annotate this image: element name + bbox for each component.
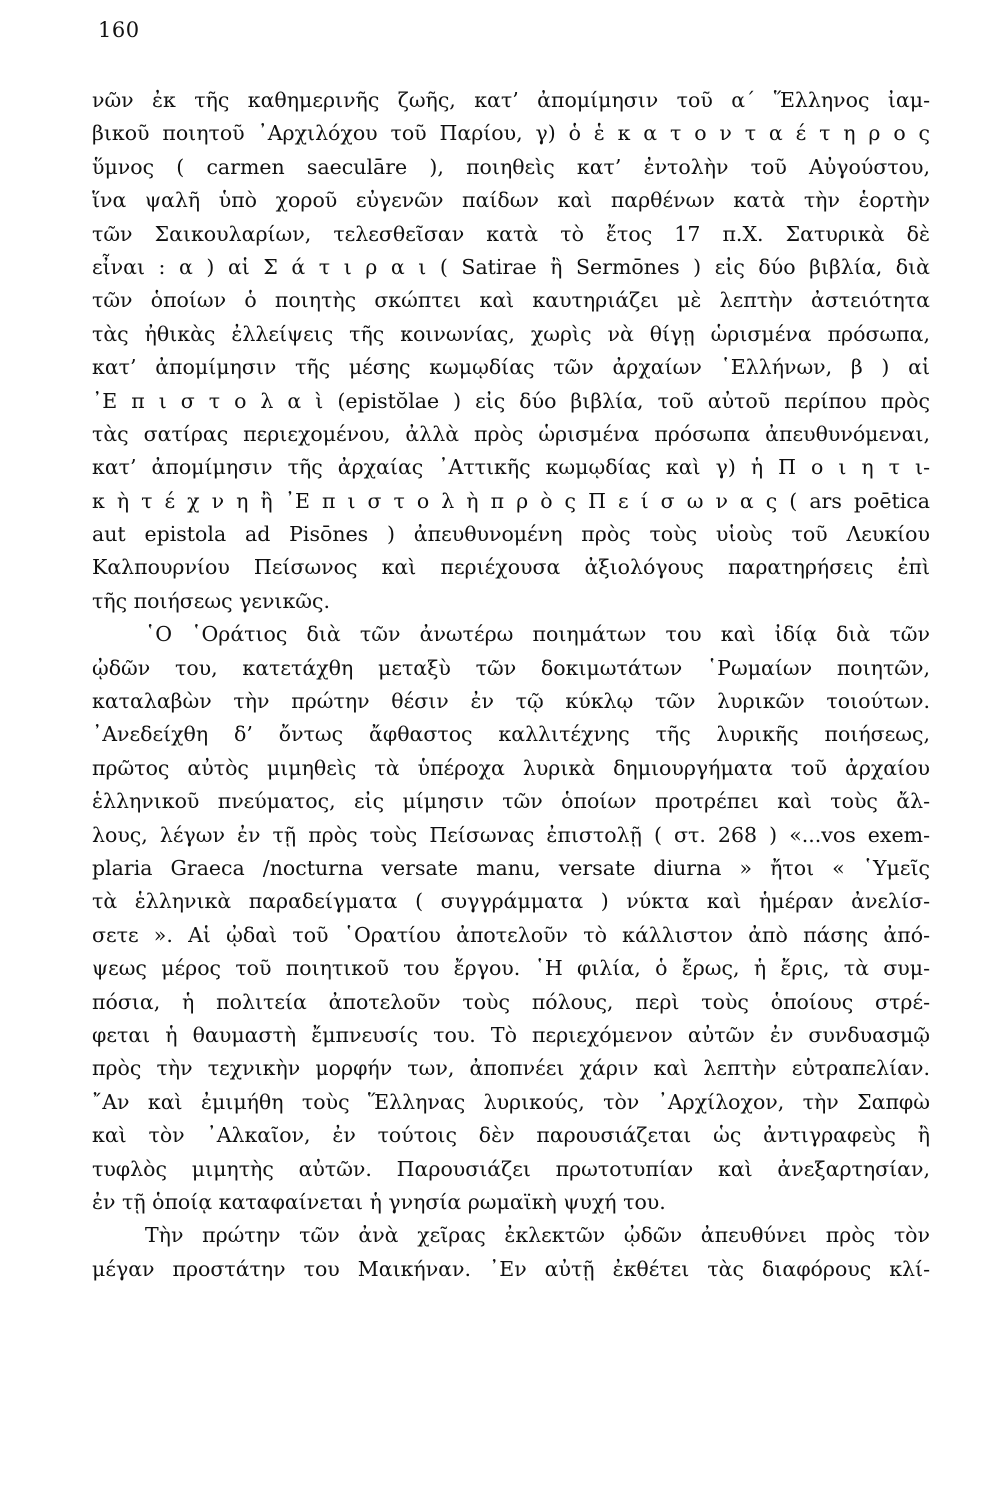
text-line: κατ’ ἀπομίμησιν τῆς μέσης κωμῳδίας τῶν ἀρχαίων ῾Ελλήνων, β ) αἱ <box>92 355 930 380</box>
text-line: νῶν ἐκ τῆς καθημερινῆς ζωῆς, κατ’ ἀπομίμησιν τοῦ α΄ Ἕλληνος ἰαμ- <box>92 88 930 112</box>
text-line: ἐν τῇ ὁποίᾳ καταφαίνεται ἡ γνησία ρωμαϊκὴ ψυχή του. <box>92 1189 666 1214</box>
text-line: plaria Graeca /nocturna versate manu, versate diurna » ἤτοι « ῾Υμεῖς <box>92 855 930 880</box>
text-line: μέγαν προστάτην του Μαικήναν. ᾿Εν αὐτῇ ἐκθέτει τὰς διαφόρους κλί- <box>92 1256 930 1281</box>
text-line: ψεως μέρος τοῦ ποιητικοῦ του ἔργου. ῾Η φιλία, ὁ ἔρως, ἡ ἔρις, τὰ συμ- <box>92 956 930 981</box>
text-line: ᾿Ε π ι σ τ ο λ α ὶ (epistŏlae ) εἰς δύο βιβλία, τοῦ αὐτοῦ περίπου πρὸς <box>92 388 930 413</box>
page-number: 160 <box>98 18 140 42</box>
text-line: ἵνα ψαλῆ ὑπὸ χοροῦ εὐγενῶν παίδων καὶ παρθένων κατὰ τὴν ἑορτὴν <box>92 188 930 213</box>
text-line: aut epistola ad Pisōnes ) ἀπευθυνομένη πρὸς τοὺς υἱοὺς τοῦ Λευκίου <box>92 522 930 547</box>
text-line: ῎Αν καὶ ἐμιμήθη τοὺς Ἕλληνας λυρικούς, τὸν ᾿Αρχίλοχον, τὴν Σαπφὼ <box>92 1089 930 1114</box>
text-line: τὰς σατίρας περιεχομένου, ἀλλὰ πρὸς ὡρισμένα πρόσωπα ἀπευθυνόμεναι, <box>92 421 930 446</box>
text-line: ᾿Ανεδείχθη δ’ ὄντως ἄφθαστος καλλιτέχνης τῆς λυρικῆς ποιήσεως, <box>92 722 930 747</box>
text-line: Τὴν πρώτην τῶν ἀνὰ χεῖρας ἐκλεκτῶν ᾠδῶν ἀπευθύνει πρὸς τὸν <box>145 1223 930 1248</box>
text-line: φεται ἡ θαυμαστὴ ἔμπνευσίς του. Τὸ περιεχόμενον αὐτῶν ἐν συνδυασμῷ <box>92 1022 930 1047</box>
text-line: κατ’ ἀπομίμησιν τῆς ἀρχαίας ᾿Αττικῆς κωμῳδίας καὶ γ) ἡ Π ο ι η τ ι- <box>92 455 930 480</box>
text-line: καὶ τὸν ᾿Αλκαῖον, ἐν τούτοις δὲν παρουσιάζεται ὡς ἀντιγραφεὺς ἢ <box>92 1123 930 1148</box>
text-line: ᾠδῶν του, κατετάχθη μεταξὺ τῶν δοκιμωτάτων ῾Ρωμαίων ποιητῶν, <box>92 655 930 680</box>
body-text <box>92 84 930 1286</box>
text-line: τὰς ἠθικὰς ἐλλείψεις τῆς κοινωνίας, χωρὶς νὰ θίγῃ ὡρισμένα πρόσωπα, <box>92 321 930 346</box>
text-line: ἑλληνικοῦ πνεύματος, εἰς μίμησιν τῶν ὁποίων προτρέπει καὶ τοὺς ἄλ- <box>92 789 930 814</box>
text-line: πρὸς τὴν τεχνικὴν μορφήν των, ἀποπνέει χάριν καὶ λεπτὴν εὐτραπελίαν. <box>92 1056 930 1081</box>
text-line: ὕμνος ( carmen saeculāre ), ποιηθεὶς κατ’ ἐντολὴν τοῦ Αὐγούστου, <box>92 154 930 179</box>
text-line: εἶναι : α ) αἱ Σ ά τ ι ρ α ι ( Satirae ἢ Sermōnes ) εἰς δύο βιβλία, διὰ <box>92 254 930 279</box>
text-line: καταλαβὼν τὴν πρώτην θέσιν ἐν τῷ κύκλῳ τῶν λυρικῶν τοιούτων. <box>92 689 930 714</box>
text-line: τῶν Σαικουλαρίων, τελεσθεῖσαν κατὰ τὸ ἔτος 17 π.Χ. Σατυρικὰ δὲ <box>92 221 930 246</box>
text-line: βικοῦ ποιητοῦ ᾿Αρχιλόχου τοῦ Παρίου, γ) ὁ ἑ κ α τ ο ν τ α έ τ η ρ ο ς <box>92 121 930 146</box>
text-line: ῾Ο ῾Οράτιος διὰ τῶν ἀνωτέρω ποιημάτων του καὶ ἰδίᾳ διὰ τῶν <box>145 622 930 647</box>
text-line: κ ὴ τ έ χ ν η ἢ ᾿Ε π ι σ τ ο λ ὴ π ρ ὸ ς Π ε ί σ ω ν α ς ( ars poētica <box>92 488 930 513</box>
text-line: τῆς ποιήσεως γενικῶς. <box>92 588 330 613</box>
text-line: τῶν ὁποίων ὁ ποιητὴς σκώπτει καὶ καυτηριάζει μὲ λεπτὴν ἀστειότητα <box>92 288 930 313</box>
text-line: σετε ». Αἱ ᾠδαὶ τοῦ ῾Ορατίου ἀποτελοῦν τὸ κάλλιστον ἀπὸ πάσης ἀπό- <box>92 922 930 947</box>
text-line: λους, λέγων ἐν τῇ πρὸς τοὺς Πείσωνας ἐπιστολῇ ( στ. 268 ) «...vos exem- <box>92 822 930 847</box>
text-line: πόσια, ἡ πολιτεία ἀποτελοῦν τοὺς πόλους, περὶ τοὺς ὁποίους στρέ- <box>92 989 930 1014</box>
text-line: τυφλὸς μιμητὴς αὐτῶν. Παρουσιάζει πρωτοτυπίαν καὶ ἀνεξαρτησίαν, <box>92 1156 930 1181</box>
text-line: Καλπουρνίου Πείσωνος καὶ περιέχουσα ἀξιολόγους παρατηρήσεις ἐπὶ <box>92 555 930 580</box>
text-line: πρῶτος αὐτὸς μιμηθεὶς τὰ ὑπέροχα λυρικὰ δημιουργήματα τοῦ ἀρχαίου <box>92 755 930 780</box>
text-line: τὰ ἑλληνικὰ παραδείγματα ( συγγράμματα ) νύκτα καὶ ἡμέραν ἀνελίσ- <box>92 889 930 914</box>
